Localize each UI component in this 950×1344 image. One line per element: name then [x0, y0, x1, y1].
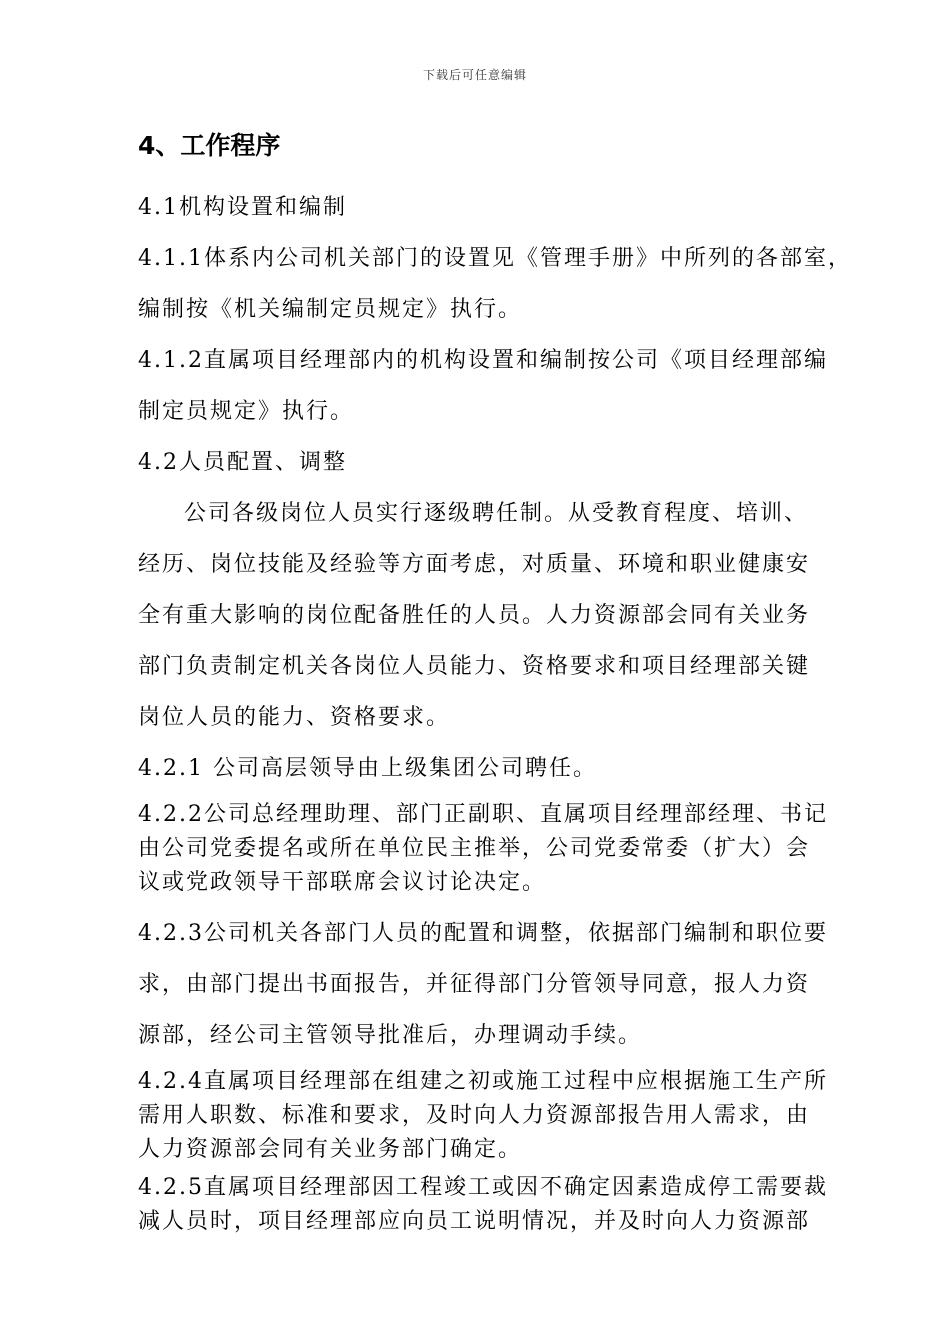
paragraph-line: 减人员时，项目经理部应向员工说明情况，并及时向人力资源部	[138, 1209, 811, 1234]
paragraph-4-2-3	[138, 908, 878, 1061]
subsection-title-4-1: 4.1机构设置和编制	[138, 195, 347, 220]
paragraph-line: 人力资源部会同有关业务部门确定。	[138, 1137, 523, 1162]
page-header-note: 下载后可任意编辑	[422, 68, 527, 82]
subsection-title-4-2: 4.2人员配置、调整	[138, 450, 347, 475]
paragraph-4-2-4	[138, 1065, 878, 1167]
paragraph-line: 由公司党委提名或所在单位民主推举，公司党委常委（扩大）会	[138, 836, 811, 861]
paragraph-line: 4.2.4直属项目经理部在组建之初或施工过程中应根据施工生产所	[138, 1069, 828, 1094]
paragraph-line: 4.1.1体系内公司机关部门的设置见《管理手册》中所列的各部室，	[138, 246, 852, 271]
paragraph-line: 全有重大影响的岗位配备胜任的人员。人力资源部会同有关业务	[138, 603, 811, 628]
paragraph-line: 制定员规定》执行。	[138, 399, 355, 424]
paragraph-4-2-2	[138, 798, 878, 900]
paragraph-line: 经历、岗位技能及经验等方面考虑，对质量、环境和职业健康安	[138, 552, 811, 577]
paragraph-4-1-1	[138, 233, 878, 335]
paragraph-line: 4.2.3公司机关各部门人员的配置和调整，依据部门编制和职位要	[138, 921, 828, 946]
paragraph-line: 岗位人员的能力、资格要求。	[138, 705, 451, 730]
paragraph-line: 编制按《机关编制定员规定》执行。	[138, 297, 523, 322]
paragraph-4-2-intro	[138, 488, 878, 743]
document-body	[138, 130, 878, 1239]
paragraph-line: 议或党政领导干部联席会议讨论决定。	[138, 870, 547, 895]
paragraph-line: 4.1.2直属项目经理部内的机构设置和编制按公司《项目经理部编	[138, 348, 828, 373]
paragraph-4-2-1: 4.2.1 公司高层领导由上级集团公司聘任。	[138, 756, 597, 781]
paragraph-line: 求，由部门提出书面报告，并征得部门分管领导同意，报人力资	[138, 972, 811, 997]
paragraph-line: 源部，经公司主管领导批准后，办理调动手续。	[138, 1023, 643, 1048]
paragraph-4-2-5	[138, 1171, 878, 1239]
paragraph-line: 4.2.5直属项目经理部因工程竣工或因不确定因素造成停工需要裁	[138, 1175, 828, 1200]
paragraph-line: 部门负责制定机关各岗位人员能力、资格要求和项目经理部关键	[138, 654, 811, 679]
paragraph-line: 需用人职数、标准和要求，及时向人力资源部报告用人需求，由	[138, 1103, 811, 1128]
paragraph-4-1-2	[138, 335, 878, 437]
section-heading: 4、工作程序	[138, 131, 281, 160]
paragraph-line: 4.2.2公司总经理助理、部门正副职、直属项目经理部经理、书记	[138, 802, 828, 827]
paragraph-line: 公司各级岗位人员实行逐级聘任制。从受教育程度、培训、	[184, 501, 809, 526]
